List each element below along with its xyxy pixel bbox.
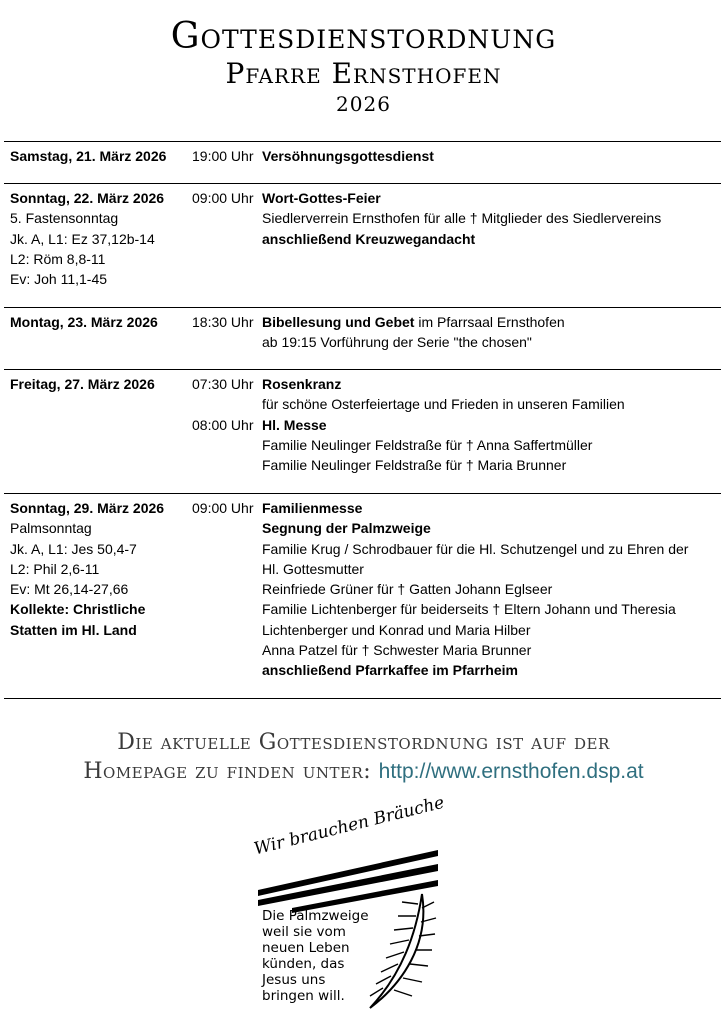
service-detail: Lichtenberger und Konrad und Maria Hilber <box>262 621 531 638</box>
schedule-block <box>4 183 721 307</box>
service-time: 19:00 Uhr <box>192 148 254 164</box>
logo-text-line: künden, das <box>262 956 345 972</box>
liturgy-info: L2: Phil 2,6-11 <box>10 560 100 577</box>
logo-title: Wir brauchen Bräuche <box>252 792 447 860</box>
liturgy-info: Palmsonntag <box>10 520 92 537</box>
service-detail: ab 19:15 Vorführung der Serie "the chosen" <box>262 334 532 351</box>
service-date: Sonntag, 22. März 2026 <box>10 190 165 206</box>
day-info <box>10 498 192 681</box>
liturgy-info: Ev: Joh 11,1-45 <box>10 271 108 288</box>
tradition-logo <box>252 792 447 1020</box>
day-info <box>10 188 192 289</box>
parish-name: Pfarre Ernsthofen <box>225 57 502 90</box>
schedule-block <box>4 307 721 369</box>
schedule-block <box>4 369 721 493</box>
homepage-notice-line-2 <box>0 757 727 786</box>
service-title: Wort-Gottes-Feier <box>262 190 381 206</box>
logo-text-line: Jesus uns <box>262 972 326 988</box>
service-title: Bibellesung und Gebet im Pfarrsaal Ernsthofen <box>262 314 565 330</box>
homepage-notice <box>0 728 727 786</box>
service-time: 18:30 Uhr <box>192 314 254 330</box>
liturgy-info: Jk. A, L1: Ez 37,12b-14 <box>10 230 155 247</box>
liturgy-info: Ev: Mt 26,14-27,66 <box>10 581 129 598</box>
service-date: Freitag, 27. März 2026 <box>10 376 155 392</box>
service-time: 09:00 Uhr <box>192 190 254 206</box>
day-info <box>10 312 192 353</box>
logo-text-line: neuen Leben <box>262 940 350 956</box>
liturgy-info: 5. Fastensonntag <box>10 210 119 227</box>
service-date: Samstag, 21. März 2026 <box>10 148 167 164</box>
service-detail: Familie Lichtenberger für beiderseits † Eltern Johann und Theresia <box>262 601 676 618</box>
service-title: Versöhnungsgottesdienst <box>262 148 434 164</box>
service-detail: Familie Krug / Schrodbauer für die Hl. Schutzengel und zu Ehren der <box>262 540 689 557</box>
schedule-year: 2026 <box>336 92 391 116</box>
day-info <box>10 374 192 475</box>
schedule-block <box>4 493 721 699</box>
homepage-link[interactable]: http://www.ernsthofen.dsp.at <box>378 760 644 783</box>
service-time: 07:30 Uhr <box>192 376 254 392</box>
service-time: 09:00 Uhr <box>192 500 254 516</box>
service-detail: Anna Patzel für † Schwester Maria Brunner <box>262 642 532 659</box>
schedule-block <box>4 141 721 183</box>
service-detail: anschließend Kreuzwegandacht <box>262 230 476 247</box>
service-title: Rosenkranz <box>262 376 342 392</box>
service-detail: Siedlerverrein Ernsthofen für alle † Mitglieder des Siedlervereins <box>262 210 662 227</box>
logo-text-line: weil sie vom <box>262 924 346 940</box>
service-detail: für schöne Osterfeiertage und Frieden in unseren Familien <box>262 396 625 413</box>
logo-text-line: Die Palmzweige <box>262 908 369 924</box>
page-header <box>0 18 727 116</box>
liturgy-info: Kollekte: Christliche <box>10 601 146 618</box>
homepage-notice-label: Homepage zu finden unter: <box>83 759 372 784</box>
service-date: Montag, 23. März 2026 <box>10 314 158 330</box>
service-detail: anschließend Pfarrkaffee im Pfarrheim <box>262 662 518 679</box>
service-time: 08:00 Uhr <box>192 416 254 433</box>
service-detail: Reinfriede Grüner für † Gatten Johann Eglseer <box>262 581 553 598</box>
service-detail: Hl. Gottesmutter <box>262 560 364 577</box>
service-title: Hl. Messe <box>262 416 327 433</box>
liturgy-info: L2: Röm 8,8-11 <box>10 250 106 267</box>
page-title: Gottesdienstordnung <box>170 16 557 57</box>
service-schedule <box>4 141 721 699</box>
day-info <box>10 146 192 166</box>
liturgy-info: Jk. A, L1: Jes 50,4-7 <box>10 540 137 557</box>
liturgy-info: Statten im Hl. Land <box>10 621 137 638</box>
logo-text <box>262 908 369 1004</box>
homepage-notice-line-1: Die aktuelle Gottesdienstordnung ist auf der <box>117 730 610 755</box>
logo-text-line: bringen will. <box>262 988 345 1004</box>
service-title: Familienmesse <box>262 500 363 516</box>
service-detail: Familie Neulinger Feldstraße für † Anna Saffertmüller <box>262 436 593 453</box>
service-detail: Segnung der Palmzweige <box>262 520 431 537</box>
service-date: Sonntag, 29. März 2026 <box>10 500 165 516</box>
service-detail: Familie Neulinger Feldstraße für † Maria Brunner <box>262 457 567 474</box>
